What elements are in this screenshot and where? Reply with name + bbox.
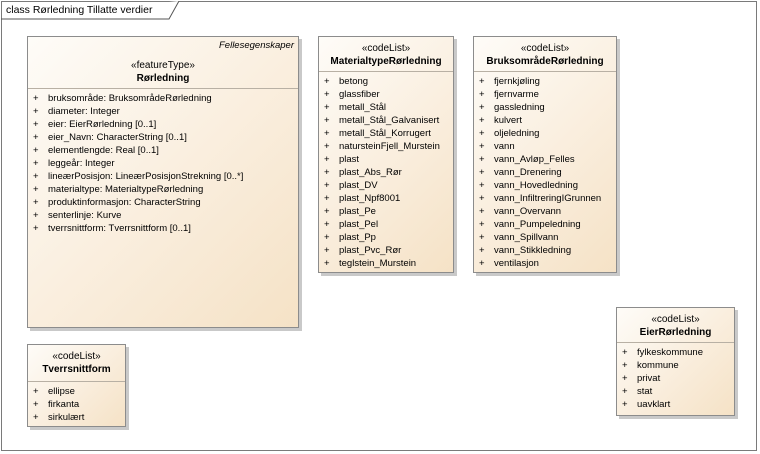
class-member-label: betong — [339, 76, 369, 87]
public-visibility-marker: + — [324, 219, 330, 230]
public-visibility-marker: + — [479, 219, 485, 230]
public-visibility-marker: + — [479, 128, 485, 139]
public-visibility-marker: + — [324, 115, 330, 126]
public-visibility-marker: + — [479, 141, 485, 152]
class-rorledning[interactable] — [27, 36, 299, 328]
class-member-label: kulvert — [494, 115, 522, 126]
class-member-label: privat — [637, 373, 661, 384]
public-visibility-marker: + — [479, 154, 485, 165]
class-member-row[interactable] — [28, 118, 298, 131]
class-member-label: vann_Spillvann — [494, 232, 559, 243]
class-name: Tverrsnittform — [42, 364, 111, 375]
class-member-label: fjernvarme — [494, 89, 539, 100]
class-bruksomrade-header — [474, 37, 616, 72]
class-member-row[interactable] — [28, 157, 298, 170]
class-member-label: eier_Navn: CharacterString [0..1] — [48, 132, 187, 143]
class-member-label: plast_DV — [339, 180, 378, 191]
class-member-label: natursteinFjell_Murstein — [339, 141, 440, 152]
class-rorledning-header — [28, 37, 298, 89]
class-member-label: plast_Abs_Rør — [339, 167, 402, 178]
class-member-label: glassfiber — [339, 89, 380, 100]
public-visibility-marker: + — [33, 210, 39, 221]
class-member-row[interactable] — [474, 231, 616, 244]
class-member-row[interactable] — [319, 75, 453, 88]
class-stereotype: «codeList» — [361, 43, 411, 54]
class-member-label: plast — [339, 154, 360, 165]
class-member-row[interactable] — [319, 166, 453, 179]
public-visibility-marker: + — [479, 245, 485, 256]
class-member-label: fjernkjøling — [494, 76, 540, 87]
public-visibility-marker: + — [479, 232, 485, 243]
public-visibility-marker: + — [324, 206, 330, 217]
public-visibility-marker: + — [324, 102, 330, 113]
class-eier-header — [617, 308, 734, 343]
public-visibility-marker: + — [479, 76, 485, 87]
class-member-row[interactable] — [28, 170, 298, 183]
public-visibility-marker: + — [324, 76, 330, 87]
public-visibility-marker: + — [33, 145, 39, 156]
class-member-label: kommune — [637, 360, 679, 371]
class-member-label: metall_Stål — [339, 102, 386, 113]
class-member-row[interactable] — [319, 257, 453, 270]
public-visibility-marker: + — [479, 167, 485, 178]
class-member-row[interactable] — [319, 101, 453, 114]
public-visibility-marker: + — [479, 193, 485, 204]
class-member-row[interactable] — [28, 196, 298, 209]
class-member-label: vann_InfiltreringIGrunnen — [494, 193, 602, 204]
class-member-label: vann_Stikkledning — [494, 245, 572, 256]
class-member-label: plast_Pe — [339, 206, 376, 217]
class-name: BruksområdeRørledning — [486, 56, 604, 67]
class-member-row[interactable] — [319, 153, 453, 166]
class-member-row[interactable] — [474, 218, 616, 231]
class-member-row[interactable] — [319, 88, 453, 101]
class-member-row[interactable] — [474, 101, 616, 114]
class-member-label: lineærPosisjon: LineærPosisjonStrekning [0..*] — [48, 171, 244, 182]
class-member-row[interactable] — [28, 183, 298, 196]
class-member-label: produktinformasjon: CharacterString — [48, 197, 201, 208]
class-member-row[interactable] — [28, 385, 125, 398]
class-materialtype[interactable] — [318, 36, 454, 273]
class-member-label: vann_Avløp_Felles — [494, 154, 575, 165]
class-stereotype: «codeList» — [520, 43, 570, 54]
class-member-row[interactable] — [319, 179, 453, 192]
public-visibility-marker: + — [324, 128, 330, 139]
class-member-row[interactable] — [28, 209, 298, 222]
class-member-row[interactable] — [617, 359, 734, 372]
class-member-label: ellipse — [48, 386, 75, 397]
class-member-label: plast_Pel — [339, 219, 379, 230]
class-member-row[interactable] — [319, 231, 453, 244]
class-member-row[interactable] — [474, 75, 616, 88]
public-visibility-marker: + — [622, 373, 628, 384]
class-name: EierRørledning — [639, 327, 712, 338]
class-member-row[interactable] — [28, 131, 298, 144]
class-stereotype: «featureType» — [131, 60, 195, 71]
class-member-row[interactable] — [319, 218, 453, 231]
class-bruksomrade[interactable] — [473, 36, 617, 273]
class-member-label: senterlinje: Kurve — [48, 210, 122, 221]
class-member-row[interactable] — [617, 372, 734, 385]
public-visibility-marker: + — [33, 106, 39, 117]
public-visibility-marker: + — [324, 180, 330, 191]
class-member-row[interactable] — [474, 166, 616, 179]
public-visibility-marker: + — [33, 93, 39, 104]
class-bruksomrade-values — [474, 72, 616, 270]
public-visibility-marker: + — [33, 132, 39, 143]
class-tverrsnittform-header — [28, 345, 125, 382]
class-member-row[interactable] — [319, 140, 453, 153]
class-member-label: eier: EierRørledning [0..1] — [48, 119, 157, 130]
class-member-label: plast_Npf8001 — [339, 193, 401, 204]
class-eier-values — [617, 343, 734, 411]
class-member-label: uavklart — [637, 399, 671, 410]
class-member-label: vann_Drenering — [494, 167, 562, 178]
class-member-label: bruksområde: BruksområdeRørledning — [48, 93, 212, 104]
public-visibility-marker: + — [33, 386, 39, 397]
class-member-label: ventilasjon — [494, 258, 539, 269]
class-member-row[interactable] — [319, 127, 453, 140]
public-visibility-marker: + — [479, 102, 485, 113]
class-eier[interactable] — [616, 307, 735, 416]
public-visibility-marker: + — [479, 180, 485, 191]
class-member-row[interactable] — [474, 192, 616, 205]
class-member-label: vann_Overvann — [494, 206, 562, 217]
diagram-title: class Rørledning Tillatte verdier — [6, 4, 153, 16]
class-member-row[interactable] — [474, 140, 616, 153]
class-member-label: diameter: Integer — [48, 106, 120, 117]
class-stereotype: «codeList» — [651, 314, 700, 325]
public-visibility-marker: + — [622, 360, 628, 371]
public-visibility-marker: + — [33, 412, 39, 423]
class-materialtype-values — [319, 72, 453, 270]
class-name: Rørledning — [136, 73, 190, 84]
class-member-row[interactable] — [319, 114, 453, 127]
class-member-label: vann_Hovedledning — [494, 180, 578, 191]
class-member-row[interactable] — [319, 244, 453, 257]
public-visibility-marker: + — [479, 89, 485, 100]
public-visibility-marker: + — [324, 141, 330, 152]
public-visibility-marker: + — [324, 245, 330, 256]
class-tverrsnittform[interactable] — [27, 344, 126, 427]
class-rorledning-attributes — [28, 89, 298, 235]
public-visibility-marker: + — [479, 258, 485, 269]
class-member-row[interactable] — [28, 92, 298, 105]
public-visibility-marker: + — [324, 232, 330, 243]
class-member-row[interactable] — [28, 411, 125, 424]
class-member-row[interactable] — [474, 127, 616, 140]
public-visibility-marker: + — [622, 399, 628, 410]
class-member-label: vann — [494, 141, 515, 152]
class-package-tag: Fellesegenskaper — [219, 40, 294, 51]
class-tverrsnittform-values — [28, 382, 125, 424]
class-member-row[interactable] — [474, 244, 616, 257]
class-member-label: gassledning — [494, 102, 545, 113]
class-member-label: metall_Stål_Korrugert — [339, 128, 431, 139]
class-member-row[interactable] — [319, 192, 453, 205]
class-member-label: stat — [637, 386, 653, 397]
class-name: MaterialtypeRørledning — [330, 56, 442, 67]
public-visibility-marker: + — [479, 115, 485, 126]
class-member-row[interactable] — [474, 205, 616, 218]
public-visibility-marker: + — [622, 386, 628, 397]
public-visibility-marker: + — [33, 223, 39, 234]
class-member-row[interactable] — [617, 398, 734, 411]
public-visibility-marker: + — [622, 347, 628, 358]
class-member-row[interactable] — [474, 257, 616, 270]
class-member-row[interactable] — [319, 205, 453, 218]
class-member-label: sirkulært — [48, 412, 85, 423]
class-member-row[interactable] — [474, 179, 616, 192]
class-member-row[interactable] — [474, 153, 616, 166]
public-visibility-marker: + — [33, 399, 39, 410]
class-materialtype-header — [319, 37, 453, 72]
class-member-label: elementlengde: Real [0..1] — [48, 145, 159, 156]
public-visibility-marker: + — [33, 197, 39, 208]
class-member-label: oljeledning — [494, 128, 540, 139]
class-member-label: teglstein_Murstein — [339, 258, 417, 269]
class-member-label: materialtype: MaterialtypeRørledning — [48, 184, 204, 195]
class-stereotype: «codeList» — [52, 351, 101, 362]
public-visibility-marker: + — [33, 184, 39, 195]
public-visibility-marker: + — [324, 167, 330, 178]
class-member-label: plast_Pvc_Rør — [339, 245, 402, 256]
public-visibility-marker: + — [324, 89, 330, 100]
class-member-row[interactable] — [28, 144, 298, 157]
public-visibility-marker: + — [33, 171, 39, 182]
public-visibility-marker: + — [33, 158, 39, 169]
class-member-label: fylkeskommune — [637, 347, 703, 358]
class-member-row[interactable] — [474, 114, 616, 127]
class-member-label: plast_Pp — [339, 232, 376, 243]
public-visibility-marker: + — [479, 206, 485, 217]
public-visibility-marker: + — [324, 193, 330, 204]
class-member-row[interactable] — [28, 105, 298, 118]
public-visibility-marker: + — [324, 154, 330, 165]
public-visibility-marker: + — [33, 119, 39, 130]
class-member-label: tverrsnittform: Tverrsnittform [0..1] — [48, 223, 191, 234]
class-member-label: metall_Stål_Galvanisert — [339, 115, 440, 126]
class-member-label: vann_Pumpeledning — [494, 219, 581, 230]
class-member-row[interactable] — [617, 346, 734, 359]
class-member-row[interactable] — [617, 385, 734, 398]
class-member-row[interactable] — [474, 88, 616, 101]
public-visibility-marker: + — [324, 258, 330, 269]
class-member-row[interactable] — [28, 222, 298, 235]
class-member-label: leggeår: Integer — [48, 158, 115, 169]
class-member-row[interactable] — [28, 398, 125, 411]
class-member-label: firkanta — [48, 399, 80, 410]
